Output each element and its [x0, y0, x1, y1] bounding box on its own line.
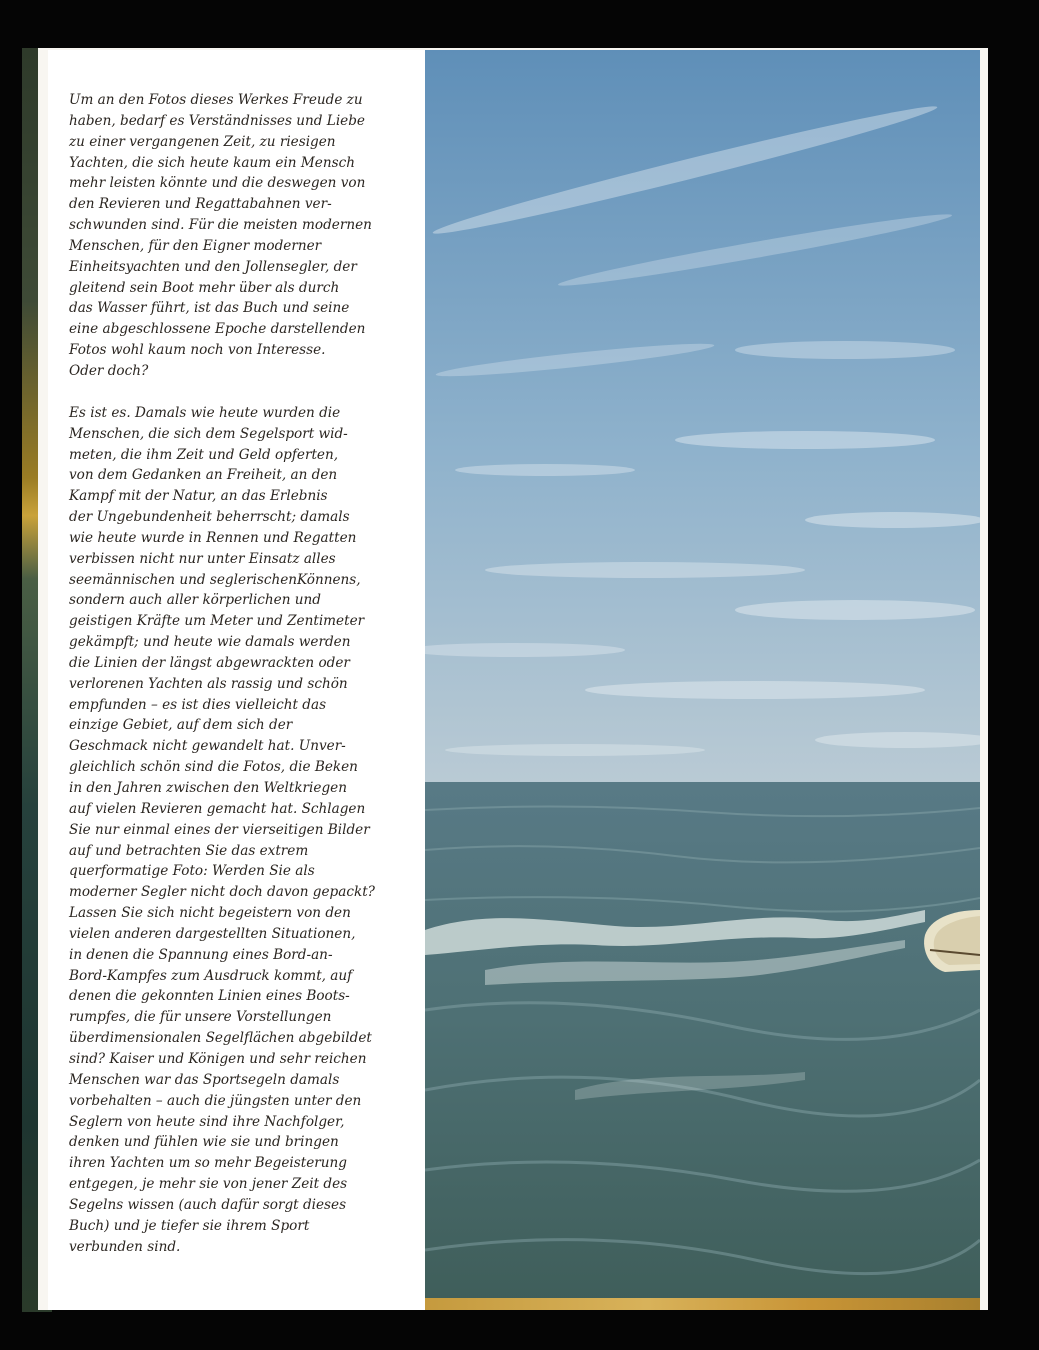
- text-line: Menschen war das Sportsegeln damals: [69, 1071, 340, 1088]
- text-line: querformatige Foto: Werden Sie als: [69, 863, 315, 880]
- text-line: Um an den Fotos dieses Werkes Freude zu: [69, 92, 363, 108]
- text-line: in den Jahren zwischen den Weltkriegen: [69, 780, 347, 796]
- text-line: verbunden sind.: [69, 1238, 181, 1255]
- text-line: Einheitsyachten und den Jollensegler, der: [69, 258, 357, 275]
- text-line: wie heute wurde in Rennen und Regatten: [69, 529, 357, 546]
- text-line: Es ist es. Damals wie heute wurden die: [69, 404, 341, 421]
- text-line: das Wasser führt, ist das Buch und seine: [69, 300, 350, 317]
- text-line: der Ungebundenheit beherrscht; damals: [69, 509, 350, 526]
- book-spine-edge: [425, 1298, 980, 1310]
- text-line: Geschmack nicht gewandelt hat. Unver-: [69, 738, 346, 755]
- text-line: von dem Gedanken an Freiheit, an den: [69, 467, 338, 484]
- text-line: Bord-Kampfes zum Ausdruck kommt, auf: [69, 967, 353, 984]
- text-line: mehr leisten könnte und die deswegen von: [69, 175, 366, 192]
- text-line: Sie nur einmal eines der vierseitigen Bilder: [69, 821, 370, 838]
- text-line: zu einer vergangenen Zeit, zu riesigen: [69, 133, 336, 150]
- sea: [425, 782, 980, 1304]
- text-line: überdimensionalen Segelflächen abgebildet: [69, 1030, 372, 1047]
- paragraph-gap: [69, 382, 419, 403]
- text-line: einzige Gebiet, auf dem sich der: [69, 717, 293, 734]
- text-line: denken und fühlen wie sie und bringen: [69, 1134, 339, 1151]
- text-line: moderner Segler nicht doch davon gepackt?: [69, 884, 375, 901]
- text-line: verlorenen Yachten als rassig und schön: [69, 675, 348, 692]
- text-line: gleichlich schön sind die Fotos, die Beken: [69, 759, 358, 776]
- text-line: Buch) und je tiefer sie ihrem Sport: [69, 1217, 310, 1234]
- text-line: Menschen, die sich dem Segelsport wid-: [69, 425, 348, 442]
- text-line: Fotos wohl kaum noch von Interesse.: [69, 342, 326, 359]
- text-line: Yachten, die sich heute kaum ein Mensch: [69, 154, 355, 171]
- text-line: haben, bedarf es Verständnisses und Liebe: [69, 112, 365, 129]
- text-line: geistigen Kräfte um Meter und Zentimeter: [69, 613, 365, 630]
- text-line: rumpfes, die für unsere Vorstellungen: [69, 1009, 332, 1026]
- text-line: Kampf mit der Natur, an das Erlebnis: [69, 488, 328, 505]
- text-line: sind? Kaiser und Königen und sehr reichen: [69, 1050, 367, 1067]
- text-line: Seglern von heute sind ihre Nachfolger,: [69, 1113, 345, 1130]
- text-line: seemännischen und seglerischenKönnens,: [69, 571, 361, 588]
- text-line: auf und betrachten Sie das extrem: [69, 842, 309, 859]
- text-line: vielen anderen dargestellten Situationen,: [69, 925, 356, 942]
- seascape-photo: [425, 50, 980, 1304]
- text-line: in denen die Spannung eines Bord-an-: [69, 946, 333, 963]
- text-line: den Revieren und Regattabahnen ver-: [69, 196, 332, 213]
- text-line: sondern auch aller körperlichen und: [69, 592, 322, 609]
- text-line: gleitend sein Boot mehr über als durch: [69, 279, 340, 296]
- text-line: entgegen, je mehr sie von jener Zeit des: [69, 1176, 348, 1193]
- text-line: auf vielen Revieren gemacht hat. Schlagen: [69, 800, 366, 817]
- text-line: gekämpft; und heute wie damals werden: [69, 634, 351, 651]
- text-line: ihren Yachten um so mehr Begeisterung: [69, 1155, 347, 1172]
- text-line: empfunden – es ist dies vielleicht das: [69, 696, 327, 713]
- seascape-photo-svg: [425, 50, 980, 1304]
- text-line: verbissen nicht nur unter Einsatz alles: [69, 550, 336, 567]
- text-line: meten, die ihm Zeit und Geld opferten,: [69, 446, 339, 463]
- text-line: die Linien der längst abgewrackten oder: [69, 654, 350, 671]
- text-line: Lassen Sie sich nicht begeistern von den: [69, 905, 351, 922]
- text-line: Menschen, für den Eigner moderner: [69, 237, 322, 254]
- text-line: vorbehalten – auch die jüngsten unter den: [69, 1092, 362, 1109]
- text-line: Oder doch?: [69, 362, 149, 379]
- text-line: Segelns wissen (auch dafür sorgt dieses: [69, 1196, 347, 1213]
- text-line: denen die gekonnten Linien eines Boots-: [69, 988, 350, 1005]
- body-text: [69, 90, 419, 1257]
- text-line: schwunden sind. Für die meisten modernen: [69, 217, 372, 234]
- text-line: eine abgeschlossene Epoche darstellenden: [69, 321, 366, 338]
